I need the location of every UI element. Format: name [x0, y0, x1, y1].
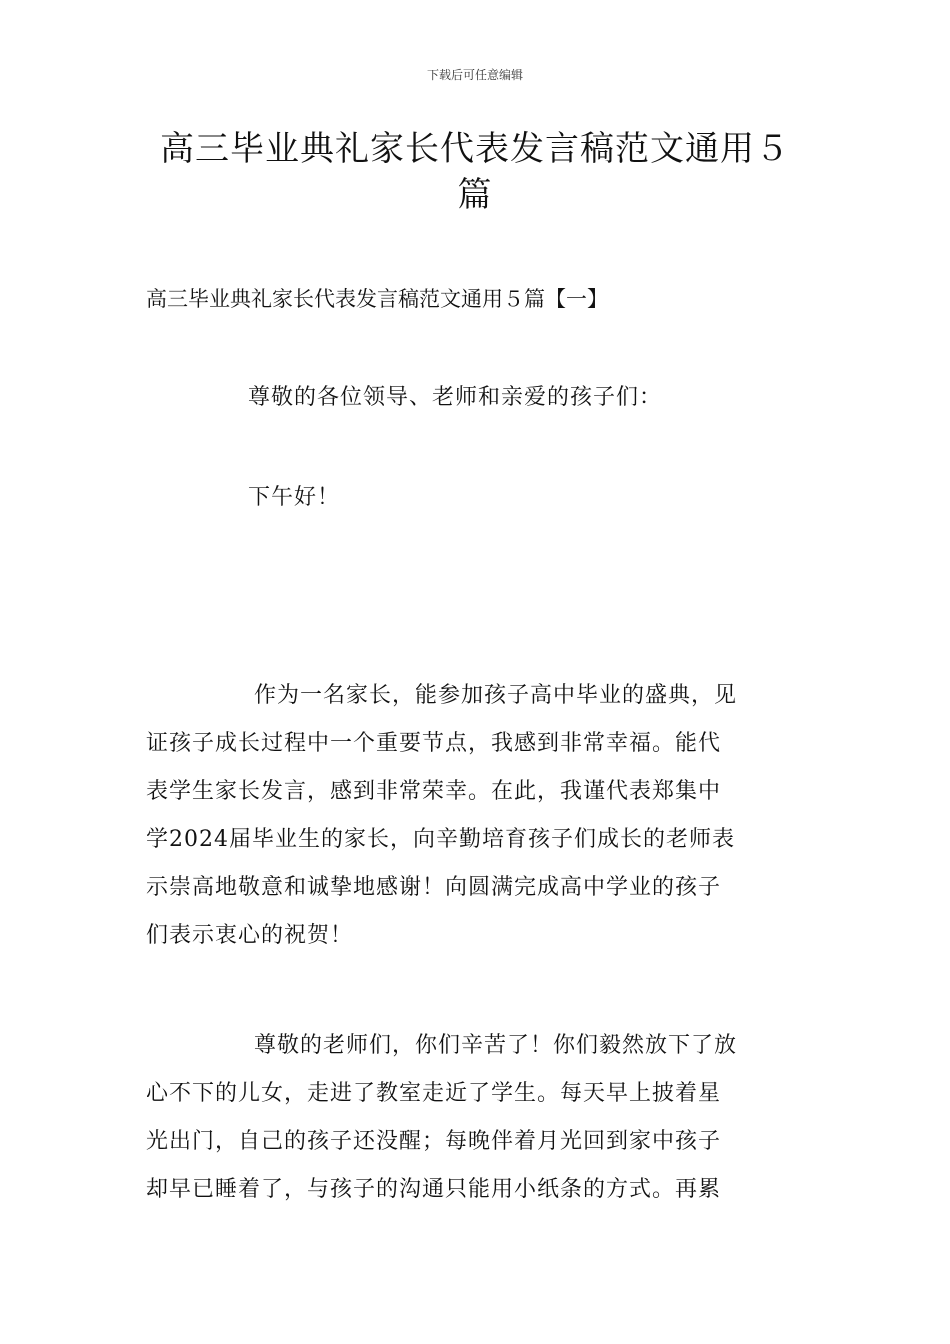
paragraph-2-line: 却早已睡着了，与孩子的沟通只能用小纸条的方式。再累 — [146, 1177, 722, 1202]
header-note: 下载后可任意编辑 — [426, 68, 523, 82]
paragraph-2-line: 光出门，自己的孩子还没醒；每晚伴着月光回到家中孩子 — [146, 1129, 722, 1154]
salutation: 尊敬的各位领导、老师和亲爱的孩子们： — [248, 385, 663, 410]
paragraph-2 — [146, 1022, 806, 1214]
paragraph-2-line: 尊敬的老师们，你们辛苦了！你们毅然放下了放 — [254, 1033, 738, 1058]
paragraph-1-line: 表学生家长发言，感到非常荣幸。在此，我谨代表郑集中 — [146, 779, 722, 804]
paragraph-1 — [146, 672, 806, 960]
greeting: 下午好！ — [248, 485, 341, 510]
paragraph-1-line: 证孩子成长过程中一个重要节点，我感到非常幸福。能代 — [146, 731, 722, 756]
title-line-2: 篇 — [457, 175, 493, 215]
paragraph-2-line: 心不下的儿女，走进了教室走近了学生。每天早上披着星 — [146, 1081, 722, 1106]
section-heading: 高三毕业典礼家长代表发言稿范文通用５篇【一】 — [146, 287, 608, 311]
document-title — [130, 126, 820, 218]
paragraph-1-line: 学2024届毕业生的家长，向辛勤培育孩子们成长的老师表 — [146, 827, 735, 852]
paragraph-1-line: 们表示衷心的祝贺！ — [146, 923, 354, 948]
paragraph-1-line: 示崇高地敬意和诚挚地感谢！向圆满完成高中学业的孩子 — [146, 875, 722, 900]
paragraph-1-line: 作为一名家长，能参加孩子高中毕业的盛典，见 — [254, 683, 738, 708]
title-line-1: 高三毕业典礼家长代表发言稿范文通用５ — [160, 129, 790, 169]
